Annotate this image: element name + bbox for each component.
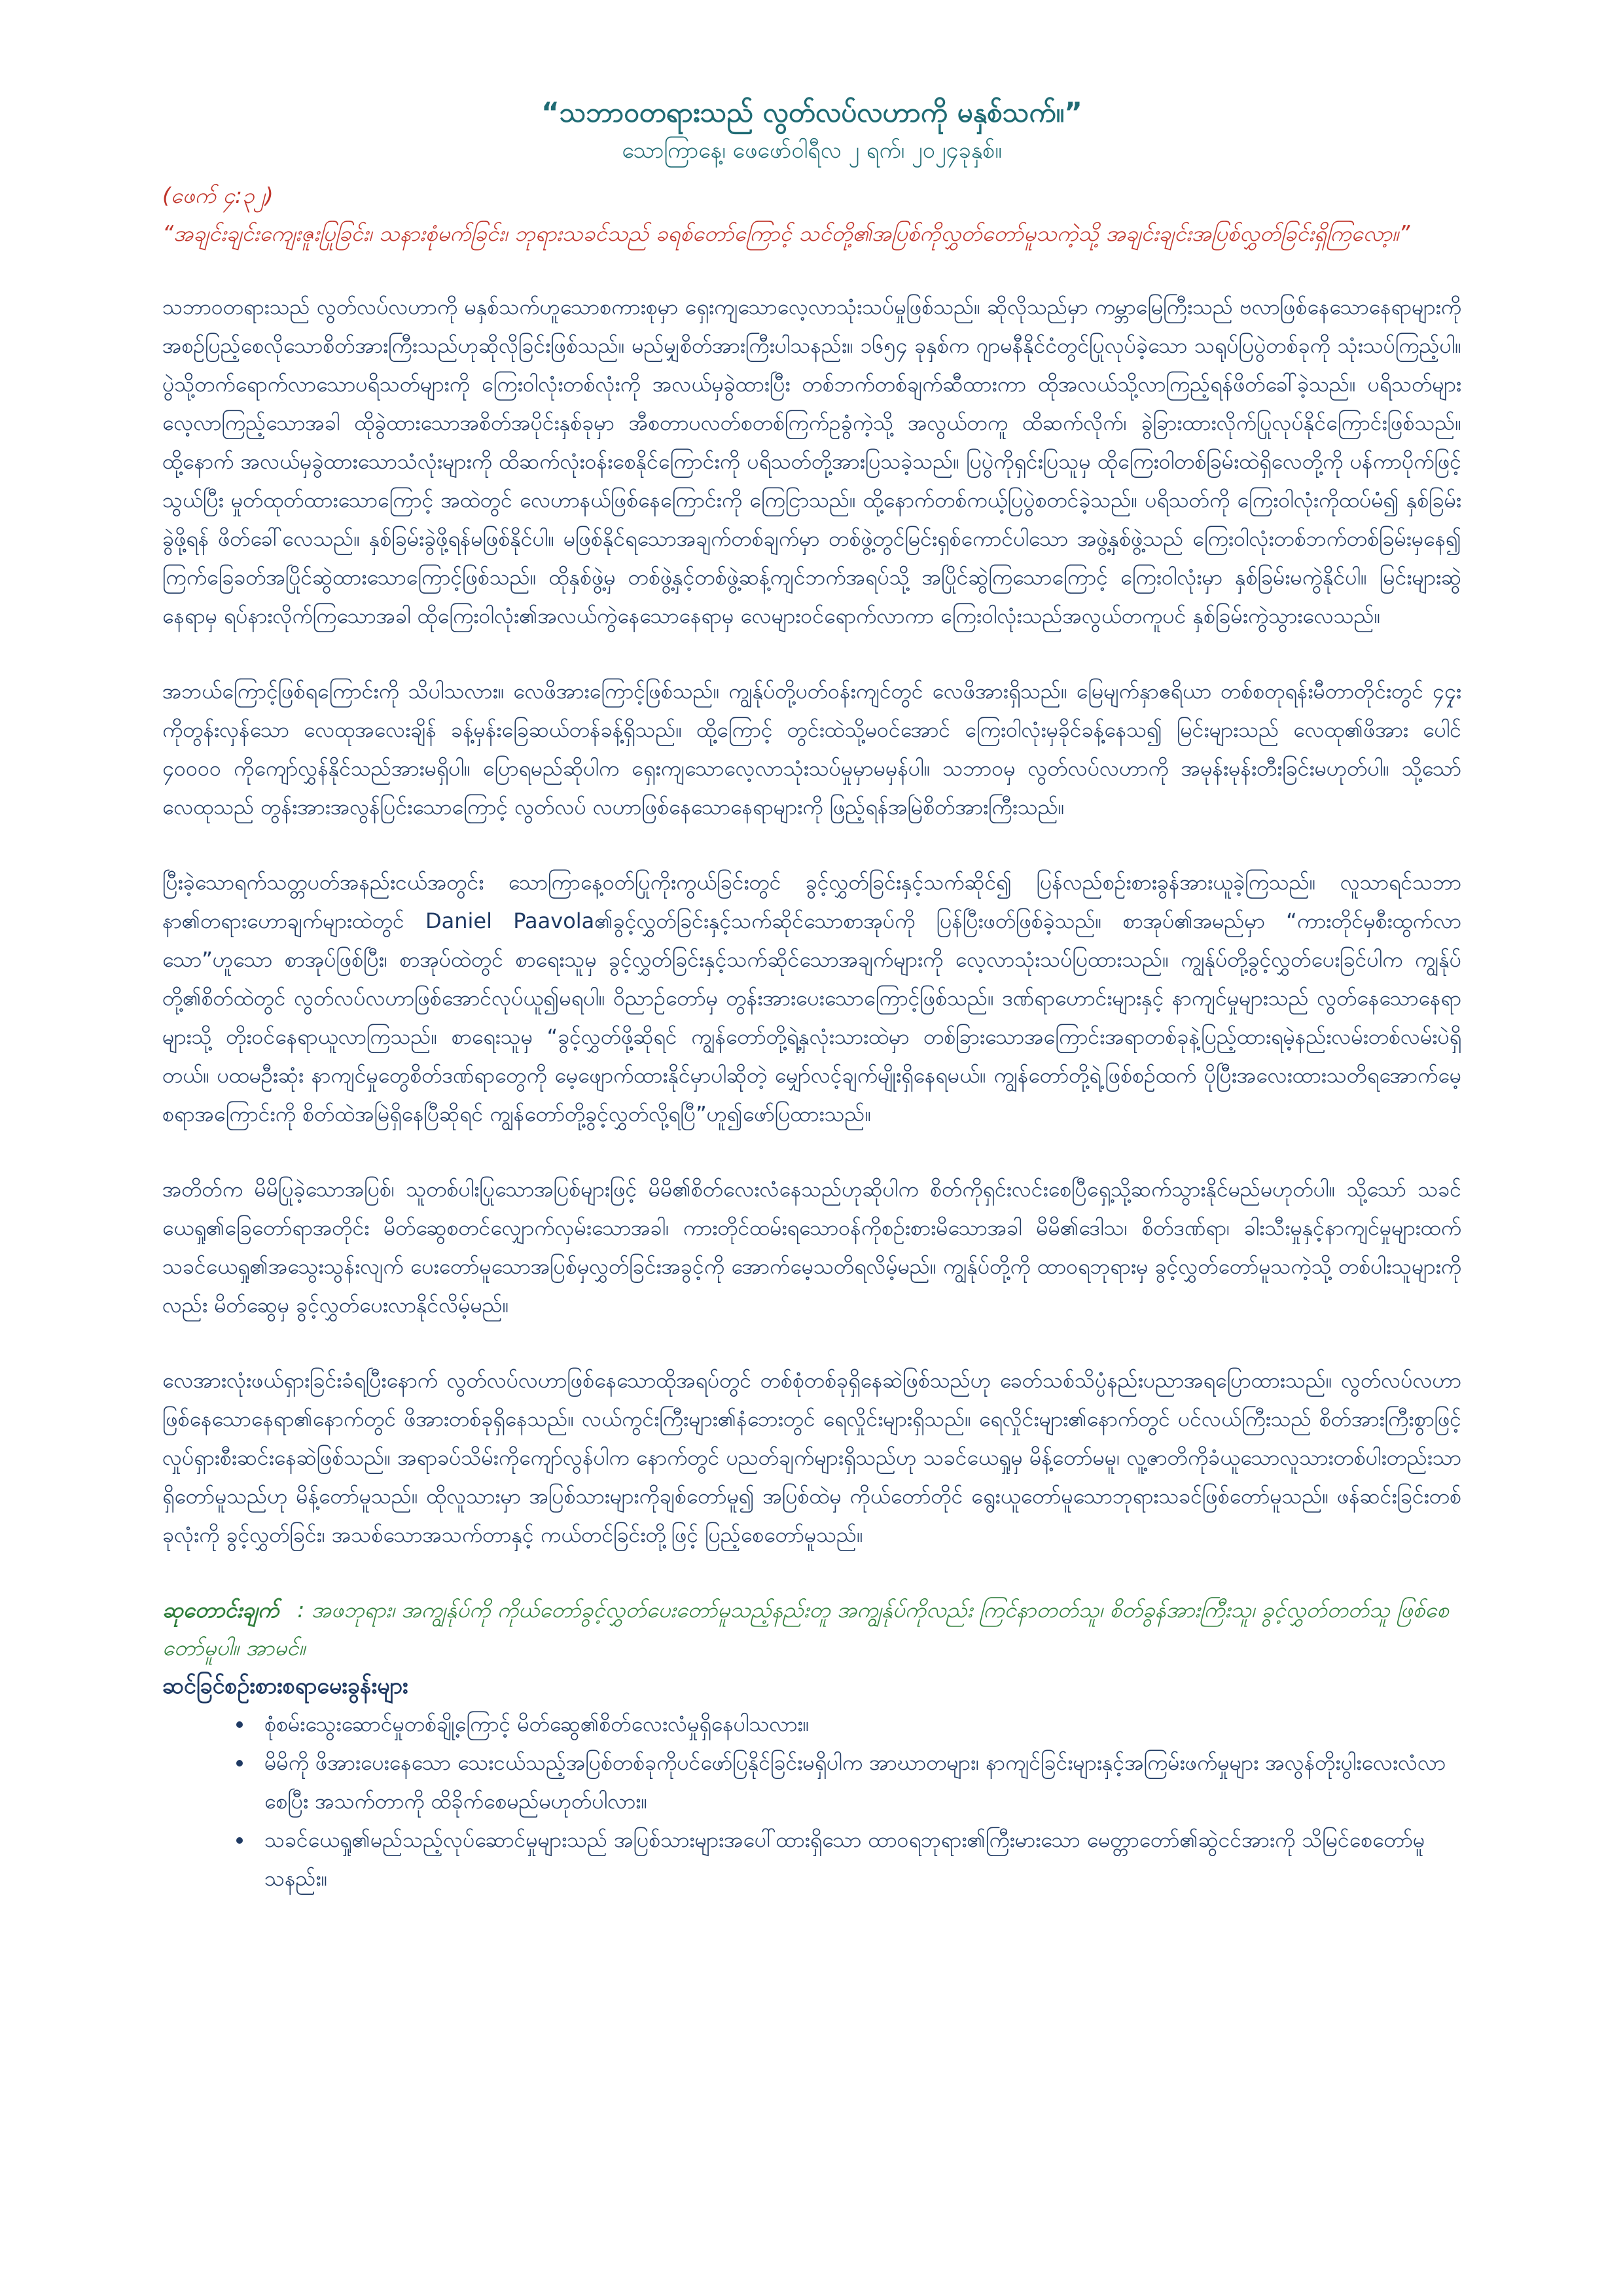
page-date: သောကြာနေ့၊ ဖေဖော်ဝါရီလ ၂ ရက်၊ ၂၀၂၄ခုနှစ်။ [622, 137, 1002, 164]
scripture-reference: (ဖေက် ၄:၃၂) [162, 183, 274, 208]
questions-heading: ဆင်ခြင်စဉ်းစားစရာမေးခွန်းများ [162, 1673, 408, 1699]
question-item: • မိမိကို ဖိအားပေးနေသော သေးငယ်သည့်အပြစ်တစ်ခုကိုပင်ဖော်ပြနိုင်ခြင်းမရှိပါက အာဃာတများ၊ နာကျင်ခြင်းများနှင့်အကြမ်းဖက်မှုများ အလွန်တိုးပွါးလေးလံလာစေပြီး အသက်တာကို ထိခိုက်စေမည်မဟုတ်ပါလား။ [254, 1744, 1461, 1821]
question-item: • သခင်ယေရှု၏မည်သည့်လုပ်ဆောင်မှုများသည် အပြစ်သားများအပေါ်ထားရှိသော ထာဝရဘုရား၏ကြီးမားသော မေတ္တာတော်၏ဆွဲငင်အားကို သိမြင်စေတော်မူသနည်း။ [254, 1821, 1461, 1898]
questions-list [162, 1705, 1461, 1898]
scripture-quote: “အချင်းချင်းကျေးဇူးပြုခြင်း၊ သနားစုံမက်ခြင်း၊ ဘုရားသခင်သည် ခရစ်တော်ကြောင့် သင်တို့၏အပြစ်ကိုလွှတ်တော်မူသကဲ့သို့ အချင်းချင်းအပြစ်လွှတ်ခြင်းရှိကြလော့။” [162, 221, 1410, 246]
body-paragraph-2: အဘယ်ကြောင့်ဖြစ်ရကြောင်းကို သိပါသလား။ လေဖိအားကြောင့်ဖြစ်သည်။ ကျွန်ုပ်တို့ပတ်ဝန်းကျင်တွင် လေဖိအားရှိသည်။ မြေမျက်နှာဧရိယာ တစ်စတုရန်းမီတာတိုင်းတွင် ၄၄ုးကိုတွန်းလှန်သော လေထုအလေးချိန် ခန့်မှန်းခြေဆယ်တန်ခန့်ရှိသည်။ ထို့ကြောင့် တွင်းထဲသို့မဝင်အောင် ကြေးဝါလုံးမှခိုင်ခန့်နေသ၍ မြင်းများသည် လေထု၏ဖိအား ပေါင် ၄၀၀၀၀ ကိုကျော်လွှန်နိုင်သည်အားမရှိပါ။ ပြောရမည်ဆိုပါက ရှေးကျသောလေ့လာသုံးသပ်မှုမှာမမှန်ပါ။ သဘာဝမှ လွတ်လပ်လဟာကို အမုန်းမုန်းတီးခြင်းမဟုတ်ပါ။ သို့သော် လေထုသည် တွန်းအားအလွန်ပြင်းသောကြောင့် လွတ်လပ် လဟာဖြစ်နေသောနေရာများကို ဖြည့်ရန်အမြဲစိတ်အားကြီးသည်။ [162, 679, 1462, 819]
question-item: • စုံစမ်းသွေးဆောင်မှုတစ်ချို့ကြောင့် မိတ်ဆွေ၏စိတ်လေးလံမှုရှိနေပါသလား။ [254, 1705, 1461, 1744]
body-paragraph-1: သဘာဝတရားသည် လွတ်လပ်လဟာကို မနှစ်သက်ဟူသောစကားစုမှာ ရှေးကျသောလေ့လာသုံးသပ်မှုဖြစ်သည်။ ဆိုလိုသည်မှာ ကမ္ဘာမြေကြီးသည် ဗလာဖြစ်နေသောနေရာများကို အစဉ်ပြည့်စေလိုသောစိတ်အားကြီးသည်ဟုဆိုလိုခြင်းဖြစ်သည်။ မည်မျှစိတ်အားကြီးပါသနည်း။ ၁၆၅၄ ခုနှစ်က ဂျာမနီနိုင်ငံတွင်ပြုလုပ်ခဲ့သော သရုပ်ပြပွဲတစ်ခုကို သုံးသပ်ကြည့်ပါ။ ပွဲသို့တက်ရောက်လာသောပရိသတ်များကို ကြေးဝါလုံးတစ်လုံးကို အလယ်မှခွဲထားပြီး တစ်ဘက်တစ်ချက်ဆီထားကာ ထိုအလယ်သို့လာကြည့်ရန်ဖိတ်ခေါ်ခဲ့သည်။ ပရိသတ်များလေ့လာကြည့်သောအခါ ထိုခွဲထားသောအစိတ်အပိုင်းနှစ်ခုမှာ အီစတာပလတ်စတစ်ကြက်ဥခွံကဲ့သို့ အလွယ်တကူ ထိဆက်လိုက်၊ ခွဲခြားထားလိုက်ပြုလုပ်နိုင်ကြောင်းဖြစ်သည်။ ထို့နောက် အလယ်မှခွဲထားသောသံလုံးများကို ထိဆက်လုံးဝန်းစေနိုင်ကြောင်းကို ပရိသတ်တို့အားပြသခဲ့သည်။ ပြပွဲကိုရှင်းပြသူမှ ထိုကြေးဝါတစ်ခြမ်းထဲရှိလေတို့ကို ပန်ကာပိုက်ဖြင့်သွယ်ပြီး မှုတ်ထုတ်ထားသောကြောင့် အထဲတွင် လေဟာနယ်ဖြစ်နေကြောင်းကို ကြေငြာသည်။ ထို့နောက်တစ်ကယ့်ပြပွဲစတင်ခဲ့သည်။ ပရိသတ်ကို ကြေးဝါလုံးကိုထပ်မံ၍ နှစ်ခြမ်းခွဲဖို့ရန် ဖိတ်ခေါ်လေသည်။ နှစ်ခြမ်းခွဲဖို့ရန်မဖြစ်နိုင်ပါ။ မဖြစ်နိုင်ရသောအချက်တစ်ချက်မှာ တစ်ဖွဲ့တွင်မြင်းရှစ်ကောင်ပါသော အဖွဲ့နှစ်ဖွဲ့သည် ကြေးဝါလုံးတစ်ဘက်တစ်ခြမ်းမှနေ၍ ကြက်ခြေခတ်အပြိုင်ဆွဲထားသောကြောင့်ဖြစ်သည်။ ထိုနှစ်ဖွဲ့မှ တစ်ဖွဲ့နှင့်တစ်ဖွဲ့ဆန့်ကျင်ဘက်အရပ်သို့ အပြိုင်ဆွဲကြသောကြောင့် ကြေးဝါလုံးမှာ နှစ်ခြမ်းမကွဲနိုင်ပါ။ မြင်းများဆွဲနေရာမှ ရပ်နားလိုက်ကြသောအခါ ထိုကြေးဝါလုံး၏အလယ်ကွဲနေသောနေရာမှ လေများဝင်ရောက်လာကာ ကြေးဝါလုံးသည်အလွယ်တကူပင် နှစ်ခြမ်းကွဲသွားလေသည်။ [162, 295, 1461, 628]
prayer-label: ဆုတောင်းချက် [162, 1597, 279, 1623]
body-paragraph-3: ပြီးခဲ့သောရက်သတ္တပတ်အနည်းငယ်အတွင်း သောကြာနေ့ဝတ်ပြုကိုးကွယ်ခြင်းတွင် ခွင့်လွှတ်ခြင်းနှင့်သက်ဆိုင်၍ ပြန်လည်စဉ်းစားခွန်အားယူခဲ့ကြသည်။ လူသာရင်သဘာနာ၏တရားဟောချက်များထဲတွင် Daniel Paavola၏ခွင့်လွှတ်ခြင်းနှင့်သက်ဆိုင်သောစာအုပ်ကို ပြန်ပြီးဖတ်ဖြစ်ခဲ့သည်။ စာအုပ်၏အမည်မှာ “ကားတိုင်မှစီးထွက်လာသော”ဟူသော စာအုပ်ဖြစ်ပြီး၊ စာအုပ်ထဲတွင် စာရေးသူမှ ခွင့်လွှတ်ခြင်းနှင့်သက်ဆိုင်သောအချက်များကို လေ့လာသုံးသပ်ပြထားသည်။ ကျွန်ုပ်တို့ခွင့်လွှတ်ပေးခြင်ပါက ကျွန်ုပ်တို့၏စိတ်ထဲတွင် လွတ်လပ်လဟာဖြစ်အောင်လုပ်ယူ၍မရပါ။ ဝိညာဉ်တော်မှ တွန်းအားပေးသောကြောင့်ဖြစ်သည်။ ဒဏ်ရာဟောင်းများနှင့် နာကျင်မှုများသည် လွတ်နေသောနေရာများသို့ တိုးဝင်နေရာယူလာကြသည်။ စာရေးသူမှ “ခွင့်လွှတ်ဖို့ဆိုရင် ကျွန်တော်တို့ရဲ့နှလုံးသားထဲမှာ တစ်ခြားသောအကြောင်းအရာတစ်ခုနဲ့ပြည့်ထားရမဲ့နည်းလမ်းတစ်လမ်းပဲရှိတယ်။ ပထမဦးဆုံး နာကျင်မှုတွေစိတ်ဒဏ်ရာတွေကို မေ့ဖျောက်ထားနိုင်မှာပါဆိုတဲ့ မျှော်လင့်ချက်မျိုးရှိနေရမယ်။ ကျွန်တော်တို့ရဲ့ဖြစ်စဉ်ထက် ပိုပြီးအလေးထားသတိရအောက်မေ့စရာအကြောင်းကို စိတ်ထဲအမြဲရှိနေပြီဆိုရင် ကျွန်တော်တို့ခွင့်လွှတ်လို့ရပြီ”ဟူ၍ဖော်ပြထားသည်။ [162, 870, 1461, 1126]
body-paragraph-5: လေအားလုံးဖယ်ရှားခြင်းခံရပြီးနောက် လွတ်လပ်လဟာဖြစ်နေသောထိုအရပ်တွင် တစ်စုံတစ်ခုရှိနေဆဲဖြစ်သည်ဟု ခေတ်သစ်သိပ္ပံနည်းပညာအရပြောထားသည်။ လွတ်လပ်လဟာဖြစ်နေသောနေရာ၏နောက်တွင် ဖိအားတစ်ခုရှိနေသည်။ လယ်ကွင်းကြီးများ၏နံဘေးတွင် ရေလှိုင်းများရှိသည်။ ရေလှိုင်းများ၏နောက်တွင် ပင်လယ်ကြီးသည် စိတ်အားကြီးစွာဖြင့်လှုပ်ရှားစီးဆင်းနေဆဲဖြစ်သည်။ အရာခပ်သိမ်းကိုကျော်လွန်ပါက နောက်တွင် ပညတ်ချက်များရှိသည်ဟု သခင်ယေရှုမှ မိန့်တော်မမူ၊ လူ့ဇာတိကိုခံယူသောလူသားတစ်ပါးတည်းသာရှိတော်မူသည်ဟု မိန့်တော်မူသည်။ ထိုလူသားမှာ အပြစ်သားများကိုချစ်တော်မူ၍ အပြစ်ထဲမှ ကိုယ်တော်တိုင် ရွေးယူတော်မူသောဘုရားသခင်ဖြစ်တော်မူသည်။ ဖန်ဆင်းခြင်းတစ်ခုလုံးကို ခွင့်လွှတ်ခြင်း၊ အသစ်သောအသက်တာနှင့် ကယ်တင်ခြင်းတို့ဖြင့် ပြည့်စေတော်မူသည်။ [162, 1368, 1462, 1547]
devotional-page [162, 92, 1461, 1898]
page-title: “သဘာဝတရားသည် လွတ်လပ်လဟာကို မနှစ်သက်။” [541, 96, 1082, 128]
prayer [162, 1591, 1461, 1667]
body-paragraph-4: အတိတ်က မိမိပြုခဲ့သောအပြစ်၊ သူတစ်ပါးပြုသောအပြစ်များဖြင့် မိမိ၏စိတ်လေးလံနေသည်ဟုဆိုပါက စိတ်ကိုရှင်းလင်းစေပြီရှေ့သို့ဆက်သွားနိုင်မည်မဟုတ်ပါ။ သို့သော် သခင်ယေရှု၏ခြေတော်ရာအတိုင်း မိတ်ဆွေစတင်လျှောက်လှမ်းသောအခါ၊ ကားတိုင်ထမ်းရသောဝန်ကိုစဉ်းစားမိသောအခါ မိမိ၏ဒေါသ၊ စိတ်ဒဏ်ရာ၊ ခါးသီးမှုနှင့်နာကျင်မှုများထက် သခင်ယေရှု၏အသွေးသွန်းလျက် ပေးတော်မူသောအပြစ်မှလွှတ်ခြင်းအခွင့်ကို အောက်မေ့သတိရလိမ့်မည်။ ကျွန်ုပ်တို့ကို ထာဝရဘုရားမှ ခွင့်လွှတ်တော်မူသကဲ့သို့ တစ်ပါးသူများကိုလည်း မိတ်ဆွေမှ ခွင့်လွှတ်ပေးလာနိုင်လိမ့်မည်။ [162, 1177, 1462, 1318]
prayer-text: : အဖဘုရား၊ အကျွန်ုပ်ကို ကိုယ်တော်ခွင့်လွှတ်ပေးတော်မူသည့်နည်းတူ အကျွန်ုပ်ကိုလည်း ကြင်နာတတ်သူ၊ စိတ်ခွန်အားကြီးသူ၊ ခွင့်လွှတ်တတ်သူ ဖြစ်စေတော်မူပါ။ အာမင်။ [162, 1597, 1449, 1660]
